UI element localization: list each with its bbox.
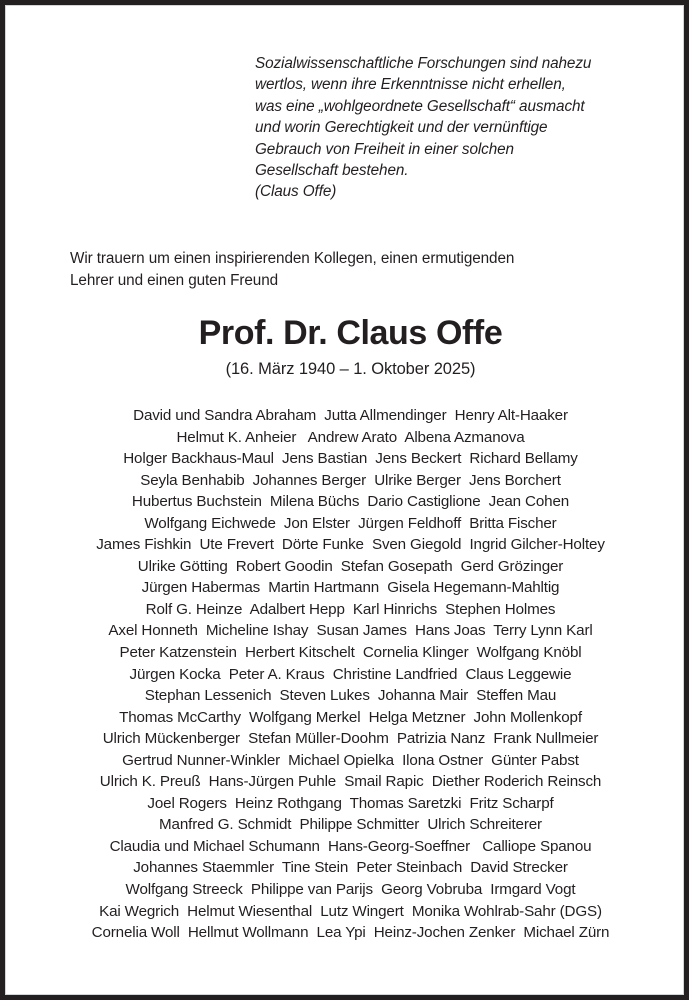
mourning-statement-line: Wir trauern um einen inspirierenden Kollegen, einen ermutigenden	[70, 250, 515, 267]
signatory-list	[38, 405, 663, 944]
signatory-line: Wolfgang Streeck Philippe van Parijs Georg Vobruba Irmgard Vogt	[125, 881, 576, 899]
mourning-statement-line: Lehrer und einen guten Freund	[70, 271, 279, 289]
signatory-line: Wolfgang Eichwede Jon Elster Jürgen Feldhoff Britta Fischer	[144, 514, 557, 532]
signatory-line: David und Sandra Abraham Jutta Allmendinger Henry Alt-Haaker	[133, 407, 568, 424]
life-dates: (16. März 1940 – 1. Oktober 2025)	[225, 360, 476, 378]
mourning-statement	[70, 248, 640, 291]
quote-line: Gesellschaft bestehen.	[255, 162, 409, 180]
quotation-block	[255, 53, 645, 203]
signatory-line: James Fishkin Ute Frevert Dörte Funke Sven Giegold Ingrid Gilcher-Holtey	[96, 536, 605, 554]
signatory-line: Thomas McCarthy Wolfgang Merkel Helga Metzner John Mollenkopf	[119, 708, 582, 726]
signatory-line: Helmut K. Anheier Andrew Arato Albena Azmanova	[176, 428, 525, 446]
signatory-line: Axel Honneth Micheline Ishay Susan James Hans Joas Terry Lynn Karl	[108, 622, 593, 640]
deceased-name: Prof. Dr. Claus Offe	[198, 314, 503, 352]
signatory-line: Ulrich Mückenberger Stefan Müller-Doohm Patrizia Nanz Frank Nullmeier	[102, 730, 599, 748]
signatory-line: Ulrike Götting Robert Goodin Stefan Gosepath Gerd Grözinger	[137, 557, 564, 575]
signatory-line: Manfred G. Schmidt Philippe Schmitter Ulrich Schreiterer	[159, 816, 542, 834]
quote-line: und worin Gerechtigkeit und der vernünftige	[255, 119, 548, 137]
quote-line: was eine „wohlgeordnete Gesellschaft“ ausmacht	[255, 97, 585, 115]
notice-inner-frame	[5, 5, 684, 995]
quote-attribution: (Claus Offe)	[255, 183, 337, 201]
signatory-line: Rolf G. Heinze Adalbert Hepp Karl Hinrichs Stephen Holmes	[145, 600, 556, 618]
quote-line: wertlos, wenn ihre Erkenntnisse nicht erhellen,	[255, 76, 566, 94]
signatory-line: Peter Katzenstein Herbert Kitschelt Cornelia Klinger Wolfgang Knöbl	[119, 644, 582, 662]
signatory-line: Joel Rogers Heinz Rothgang Thomas Saretzki Fritz Scharpf	[147, 794, 554, 812]
signatory-line: Seyla Benhabib Johannes Berger Ulrike Berger Jens Borchert	[140, 471, 561, 489]
signatory-line: Jürgen Habermas Martin Hartmann Gisela Hegemann-Mahltig	[141, 579, 560, 597]
signatory-line: Kai Wegrich Helmut Wiesenthal Lutz Wingert Monika Wohlrab-Sahr (DGS)	[99, 902, 602, 920]
quote-line: Gebrauch von Freiheit in einer solchen	[255, 140, 514, 158]
signatory-line: Claudia und Michael Schumann Hans-Georg-Soeffner Calliope Spanou	[109, 837, 592, 855]
signatory-line: Hubertus Buchstein Milena Büchs Dario Castiglione Jean Cohen	[131, 493, 570, 511]
signatory-line: Jürgen Kocka Peter A. Kraus Christine Landfried Claus Leggewie	[129, 665, 572, 683]
signatory-line: Johannes Staemmler Tine Stein Peter Steinbach David Strecker	[133, 859, 568, 877]
signatory-line: Holger Backhaus-Maul Jens Bastian Jens Beckert Richard Bellamy	[123, 450, 578, 468]
signatory-line: Ulrich K. Preuß Hans-Jürgen Puhle Smail Rapic Diether Roderich Reinsch	[99, 773, 602, 791]
quote-line: Sozialwissenschaftliche Forschungen sind nahezu	[255, 55, 592, 72]
signatory-line: Gertrud Nunner-Winkler Michael Opielka Ilona Ostner Günter Pabst	[122, 751, 579, 769]
signatory-line: Stephan Lessenich Steven Lukes Johanna Mair Steffen Mau	[144, 687, 557, 705]
signatory-line: Cornelia Woll Hellmut Wollmann Lea Ypi Heinz-Jochen Zenker Michael Zürn	[91, 924, 610, 942]
